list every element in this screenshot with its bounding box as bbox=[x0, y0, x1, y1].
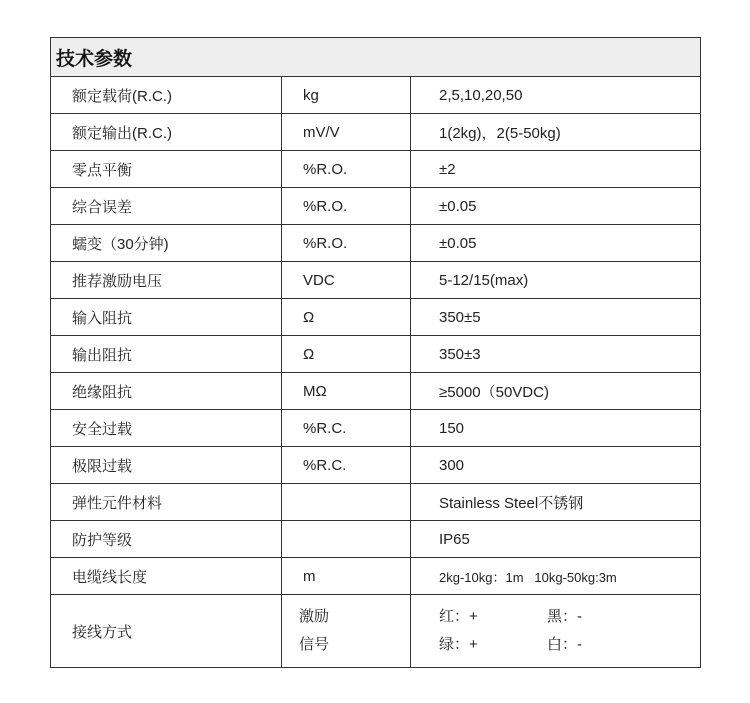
wiring-name: 接线方式 bbox=[51, 595, 282, 668]
table-row bbox=[51, 114, 701, 151]
param-unit: Ω bbox=[282, 336, 411, 373]
param-unit bbox=[282, 521, 411, 558]
param-name: 安全过载 bbox=[51, 410, 282, 447]
wiring-unit-excitation: 激励 bbox=[299, 608, 330, 625]
table-row bbox=[51, 521, 701, 558]
table-row bbox=[51, 262, 701, 299]
wiring-unit-signal: 信号 bbox=[299, 636, 330, 653]
param-name: 绝缘阻抗 bbox=[51, 373, 282, 410]
param-name: 额定输出(R.C.) bbox=[51, 114, 282, 151]
param-unit: m bbox=[282, 558, 411, 595]
param-unit: %R.C. bbox=[282, 447, 411, 484]
param-value: 350±5 bbox=[411, 299, 701, 336]
table-row bbox=[51, 447, 701, 484]
wiring-color-pair bbox=[439, 608, 700, 626]
param-value: 5-12/15(max) bbox=[411, 262, 701, 299]
param-name: 蠕变（30分钟) bbox=[51, 225, 282, 262]
table-row bbox=[51, 225, 701, 262]
param-value: 350±3 bbox=[411, 336, 701, 373]
param-value: ±2 bbox=[411, 151, 701, 188]
table-row bbox=[51, 151, 701, 188]
table-row bbox=[51, 410, 701, 447]
param-value: 150 bbox=[411, 410, 701, 447]
param-unit: VDC bbox=[282, 262, 411, 299]
wire-green: 绿：+ bbox=[439, 636, 478, 653]
table-title: 技术参数 bbox=[51, 38, 701, 77]
param-value: ±0.05 bbox=[411, 225, 701, 262]
param-name: 弹性元件材料 bbox=[51, 484, 282, 521]
wiring-color-pair bbox=[439, 636, 700, 654]
table-row bbox=[51, 188, 701, 225]
param-name: 防护等级 bbox=[51, 521, 282, 558]
param-value: IP65 bbox=[411, 521, 701, 558]
wire-red: 红：+ bbox=[439, 608, 478, 625]
title-row bbox=[51, 38, 701, 77]
param-unit bbox=[282, 484, 411, 521]
param-unit: MΩ bbox=[282, 373, 411, 410]
wiring-row bbox=[51, 595, 701, 668]
table-row bbox=[51, 373, 701, 410]
table-row bbox=[51, 336, 701, 373]
param-value: 2kg-10kg：1m 10kg-50kg:3m bbox=[411, 558, 701, 595]
param-name: 推荐激励电压 bbox=[51, 262, 282, 299]
table-row bbox=[51, 484, 701, 521]
param-name: 输入阻抗 bbox=[51, 299, 282, 336]
table-row bbox=[51, 299, 701, 336]
spec-table bbox=[50, 37, 701, 668]
param-value: 2,5,10,20,50 bbox=[411, 77, 701, 114]
param-name: 零点平衡 bbox=[51, 151, 282, 188]
param-unit: %R.O. bbox=[282, 225, 411, 262]
param-value: 1(2kg)，2(5-50kg) bbox=[411, 114, 701, 151]
param-name: 输出阻抗 bbox=[51, 336, 282, 373]
wire-white: 白：- bbox=[547, 636, 582, 653]
param-value: ≥5000（50VDC) bbox=[411, 373, 701, 410]
param-value: 300 bbox=[411, 447, 701, 484]
wiring-colors bbox=[411, 595, 701, 668]
table-row bbox=[51, 77, 701, 114]
param-name: 额定载荷(R.C.) bbox=[51, 77, 282, 114]
param-name: 电缆线长度 bbox=[51, 558, 282, 595]
param-name: 极限过载 bbox=[51, 447, 282, 484]
param-unit: %R.C. bbox=[282, 410, 411, 447]
param-unit: mV/V bbox=[282, 114, 411, 151]
param-name: 综合误差 bbox=[51, 188, 282, 225]
param-unit: Ω bbox=[282, 299, 411, 336]
param-unit: %R.O. bbox=[282, 188, 411, 225]
param-value: Stainless Steel不锈钢 bbox=[411, 484, 701, 521]
table-row bbox=[51, 558, 701, 595]
param-value: ±0.05 bbox=[411, 188, 701, 225]
wiring-units bbox=[282, 595, 411, 668]
wire-black: 黑：- bbox=[547, 608, 582, 625]
param-unit: %R.O. bbox=[282, 151, 411, 188]
param-unit: kg bbox=[282, 77, 411, 114]
